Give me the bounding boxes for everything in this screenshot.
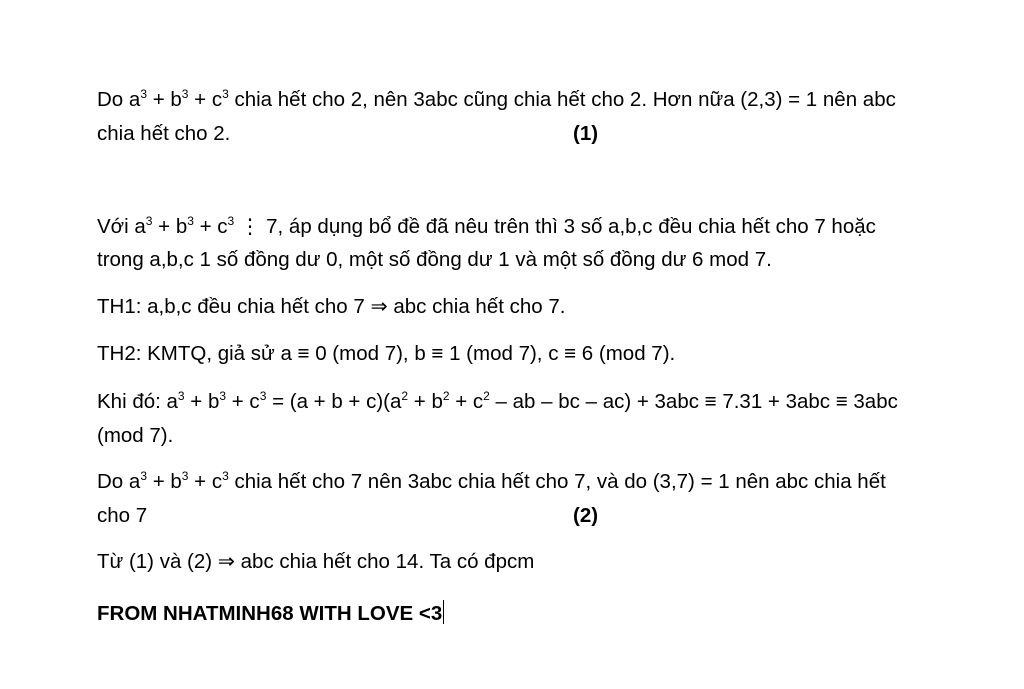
p2-line2: trong a,b,c 1 số đồng dư 0, một số đồng dư 1 và một số đồng dư 6 mod 7.	[97, 248, 772, 271]
conclusion: Từ (1) và (2) ⇒ abc chia hết cho 14. Ta có đpcm	[97, 550, 535, 573]
p2-line1: Với $a^3 + b^3 + c^3$ ⋮ 7, áp dụng bổ đề đã nêu trên thì 3 số a,b,c đều chia hết cho 7 hoặc	[97, 214, 876, 238]
equation-mark-2: (2)	[573, 504, 599, 527]
p1-line2: chia hết cho 2.	[97, 122, 231, 145]
text-cursor	[443, 600, 444, 624]
p4-line1: Do $a^3 + b^3 + c^3$ chia hết cho 7 nên 3abc chia hết cho 7, và do (3,7) = 1 nên abc chia hết	[97, 469, 886, 493]
equation-mark-1: (1)	[573, 122, 599, 145]
p1-line1: Do $a^3 + b^3 + c^3$ chia hết cho 2, nên 3abc cũng chia hết cho 2. Hơn nữa (2,3) = 1 nên abc	[97, 87, 896, 111]
case-2: TH2: KMTQ, giả sử a ≡ 0 (mod 7), b ≡ 1 (mod 7), c ≡ 6 (mod 7).	[97, 342, 676, 365]
p4-line2: cho 7	[97, 504, 148, 527]
signature-line[interactable]	[97, 600, 444, 625]
p3-line2: (mod 7).	[97, 424, 174, 447]
case-1: TH1: a,b,c đều chia hết cho 7 ⇒ abc chia hết cho 7.	[97, 295, 566, 318]
signature-text: FROM NHATMINH68 WITH LOVE <3	[97, 602, 443, 625]
p3-line1: Khi đó: $a^3 + b^3 + c^3 = (a + b + c)(a^2 + b^2 + c^2$ – ab – bc – ac) + 3abc ≡ 7.31 + 3abc ≡ 3abc	[97, 389, 898, 413]
